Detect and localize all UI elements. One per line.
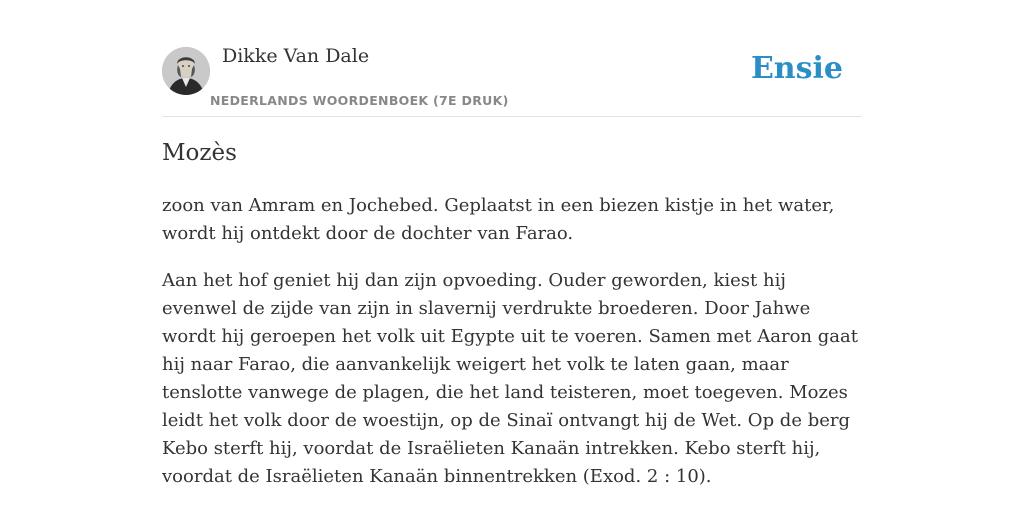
entry-header xyxy=(162,40,862,117)
avatar[interactable] xyxy=(162,47,210,95)
ensie-logo[interactable]: Ensie xyxy=(750,51,843,86)
author-name[interactable]: Dikke Van Dale xyxy=(222,45,370,67)
portrait-photo-icon xyxy=(162,47,210,95)
entry-paragraph: Aan het hof geniet hij dan zijn opvoeding. Ouder geworden, kiest hij evenwel de zijde van zijn in slavernij verdrukte broederen. Door Jahwe wordt hij geroepen het volk uit Egypte uit te voeren. Samen met Aaron gaat hij naar Farao, die aanvankelijk weigert het volk te laten gaan, maar tenslotte vanwege de plagen, die het land teisteren, moet toegeven. Mozes leidt het volk door de woestijn, op de Sinaï ontvangt hij de Wet. Op de berg Kebo sterft hij, voordat de Israëlieten Kanaän intrekken. Kebo sterft hij, voordat de Israëlieten Kanaän binnentrekken (Exod. 2 : 10). xyxy=(162,270,858,487)
entry-title: Mozès xyxy=(162,140,237,166)
entry-paragraph: zoon van Amram en Jochebed. Geplaatst in een biezen kistje in het water, wordt hij ontdekt door de dochter van Farao. xyxy=(162,195,835,244)
source-label: NEDERLANDS WOORDENBOEK (7E DRUK) xyxy=(210,93,509,108)
entry-body xyxy=(162,192,862,510)
